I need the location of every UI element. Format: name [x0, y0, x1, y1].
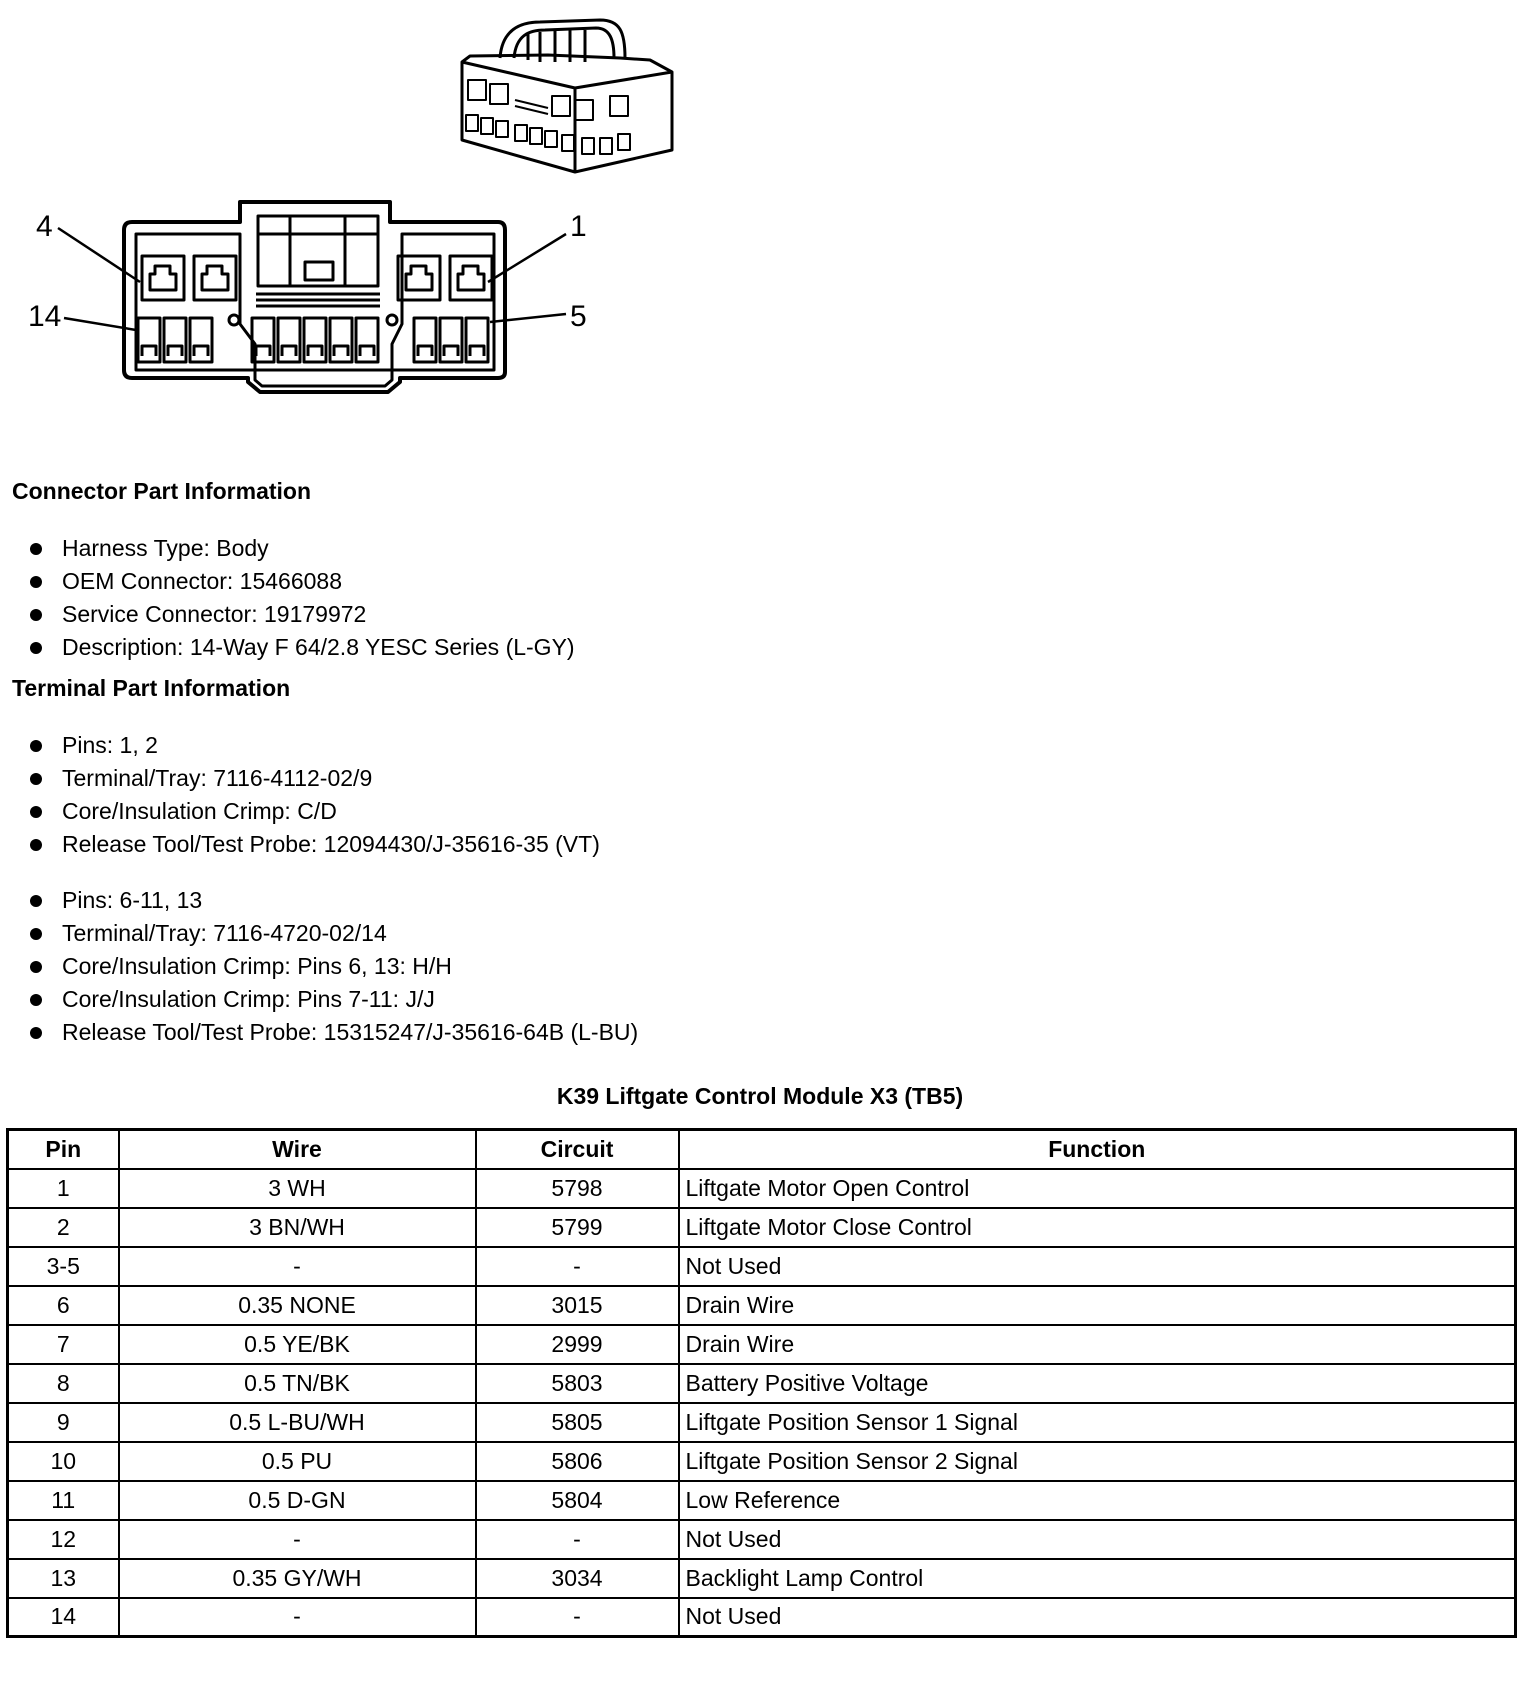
cell-wire: 0.5 D-GN [119, 1481, 476, 1520]
table-row [8, 1208, 1516, 1247]
cell-wire: 3 WH [119, 1169, 476, 1208]
list-item: Core/Insulation Crimp: Pins 6, 13: H/H [30, 950, 638, 983]
cell-circuit: 5804 [476, 1481, 679, 1520]
table-row [8, 1559, 1516, 1598]
cell-pin: 1 [8, 1169, 119, 1208]
cell-pin: 7 [8, 1325, 119, 1364]
list-item: Description: 14-Way F 64/2.8 YESC Series (L-GY) [30, 631, 575, 664]
cell-function: Not Used [679, 1520, 1516, 1559]
header-function: Function [679, 1130, 1516, 1169]
cell-function: Liftgate Position Sensor 2 Signal [679, 1442, 1516, 1481]
pinout-table [6, 1128, 1517, 1638]
list-item: Release Tool/Test Probe: 12094430/J-35616-35 (VT) [30, 828, 600, 861]
cell-pin: 13 [8, 1559, 119, 1598]
table-row [8, 1247, 1516, 1286]
table-row [8, 1325, 1516, 1364]
table-header-row [8, 1130, 1516, 1169]
list-item: OEM Connector: 15466088 [30, 565, 575, 598]
list-item: Core/Insulation Crimp: C/D [30, 795, 600, 828]
list-item: Release Tool/Test Probe: 15315247/J-35616-64B (L-BU) [30, 1016, 638, 1049]
pin-3-terminal [194, 256, 236, 300]
cell-wire: 0.35 NONE [119, 1286, 476, 1325]
cell-pin: 2 [8, 1208, 119, 1247]
terminal-info-list-1 [30, 729, 600, 861]
cell-function: Drain Wire [679, 1325, 1516, 1364]
connector-diagram [0, 0, 720, 420]
cell-pin: 8 [8, 1364, 119, 1403]
cell-circuit: 2999 [476, 1325, 679, 1364]
list-item: Core/Insulation Crimp: Pins 7-11: J/J [30, 983, 638, 1016]
cell-function: Drain Wire [679, 1286, 1516, 1325]
cell-wire: 0.5 YE/BK [119, 1325, 476, 1364]
connector-info-heading: Connector Part Information [12, 478, 312, 504]
cell-circuit: 5806 [476, 1442, 679, 1481]
cell-pin: 12 [8, 1520, 119, 1559]
list-item: Service Connector: 19179972 [30, 598, 575, 631]
pin-2-terminal [398, 256, 440, 300]
header-wire: Wire [119, 1130, 476, 1169]
pin-label-1: 1 [570, 210, 587, 243]
pin-label-4: 4 [36, 210, 53, 243]
cell-pin: 14 [8, 1598, 119, 1637]
list-item: Terminal/Tray: 7116-4720-02/14 [30, 917, 638, 950]
cell-pin: 9 [8, 1403, 119, 1442]
cell-circuit: 5805 [476, 1403, 679, 1442]
list-item: Pins: 1, 2 [30, 729, 600, 762]
cell-function: Liftgate Motor Close Control [679, 1208, 1516, 1247]
table-row [8, 1481, 1516, 1520]
table-title: K39 Liftgate Control Module X3 (TB5) [556, 1083, 964, 1109]
list-item: Pins: 6-11, 13 [30, 884, 638, 917]
table-row [8, 1598, 1516, 1637]
cell-pin: 10 [8, 1442, 119, 1481]
cell-function: Not Used [679, 1247, 1516, 1286]
cell-pin: 11 [8, 1481, 119, 1520]
connector-info-list [30, 532, 575, 664]
pin-4-terminal [142, 256, 184, 300]
table-row [8, 1403, 1516, 1442]
cell-pin: 3-5 [8, 1247, 119, 1286]
connector-latch [256, 216, 380, 306]
table-row [8, 1286, 1516, 1325]
table-row [8, 1520, 1516, 1559]
cell-wire: - [119, 1598, 476, 1637]
cell-wire: 0.5 TN/BK [119, 1364, 476, 1403]
list-item: Terminal/Tray: 7116-4112-02/9 [30, 762, 600, 795]
header-pin: Pin [8, 1130, 119, 1169]
terminal-info-list-2 [30, 884, 638, 1049]
cell-function: Not Used [679, 1598, 1516, 1637]
cell-function: Battery Positive Voltage [679, 1364, 1516, 1403]
cell-function: Liftgate Position Sensor 1 Signal [679, 1403, 1516, 1442]
cell-wire: 0.5 L-BU/WH [119, 1403, 476, 1442]
cell-wire: 3 BN/WH [119, 1208, 476, 1247]
connector-front-view [58, 202, 566, 392]
header-circuit: Circuit [476, 1130, 679, 1169]
cell-wire: 0.35 GY/WH [119, 1559, 476, 1598]
cell-circuit: 5803 [476, 1364, 679, 1403]
cell-function: Backlight Lamp Control [679, 1559, 1516, 1598]
cell-pin: 6 [8, 1286, 119, 1325]
connector-isometric-view [462, 20, 672, 172]
cell-wire: - [119, 1520, 476, 1559]
table-row [8, 1364, 1516, 1403]
list-item: Harness Type: Body [30, 532, 575, 565]
cell-circuit: 5798 [476, 1169, 679, 1208]
cell-function: Low Reference [679, 1481, 1516, 1520]
cell-circuit: - [476, 1598, 679, 1637]
bottom-terminal-row [138, 315, 488, 362]
cell-wire: 0.5 PU [119, 1442, 476, 1481]
cell-circuit: 3015 [476, 1286, 679, 1325]
cell-wire: - [119, 1247, 476, 1286]
pin-label-5: 5 [570, 300, 587, 333]
cell-circuit: - [476, 1247, 679, 1286]
cell-function: Liftgate Motor Open Control [679, 1169, 1516, 1208]
terminal-info-heading: Terminal Part Information [12, 675, 291, 701]
pin-label-14: 14 [28, 300, 62, 333]
pin-1-terminal [450, 256, 492, 300]
cell-circuit: 5799 [476, 1208, 679, 1247]
table-row [8, 1169, 1516, 1208]
cell-circuit: - [476, 1520, 679, 1559]
table-row [8, 1442, 1516, 1481]
cell-circuit: 3034 [476, 1559, 679, 1598]
